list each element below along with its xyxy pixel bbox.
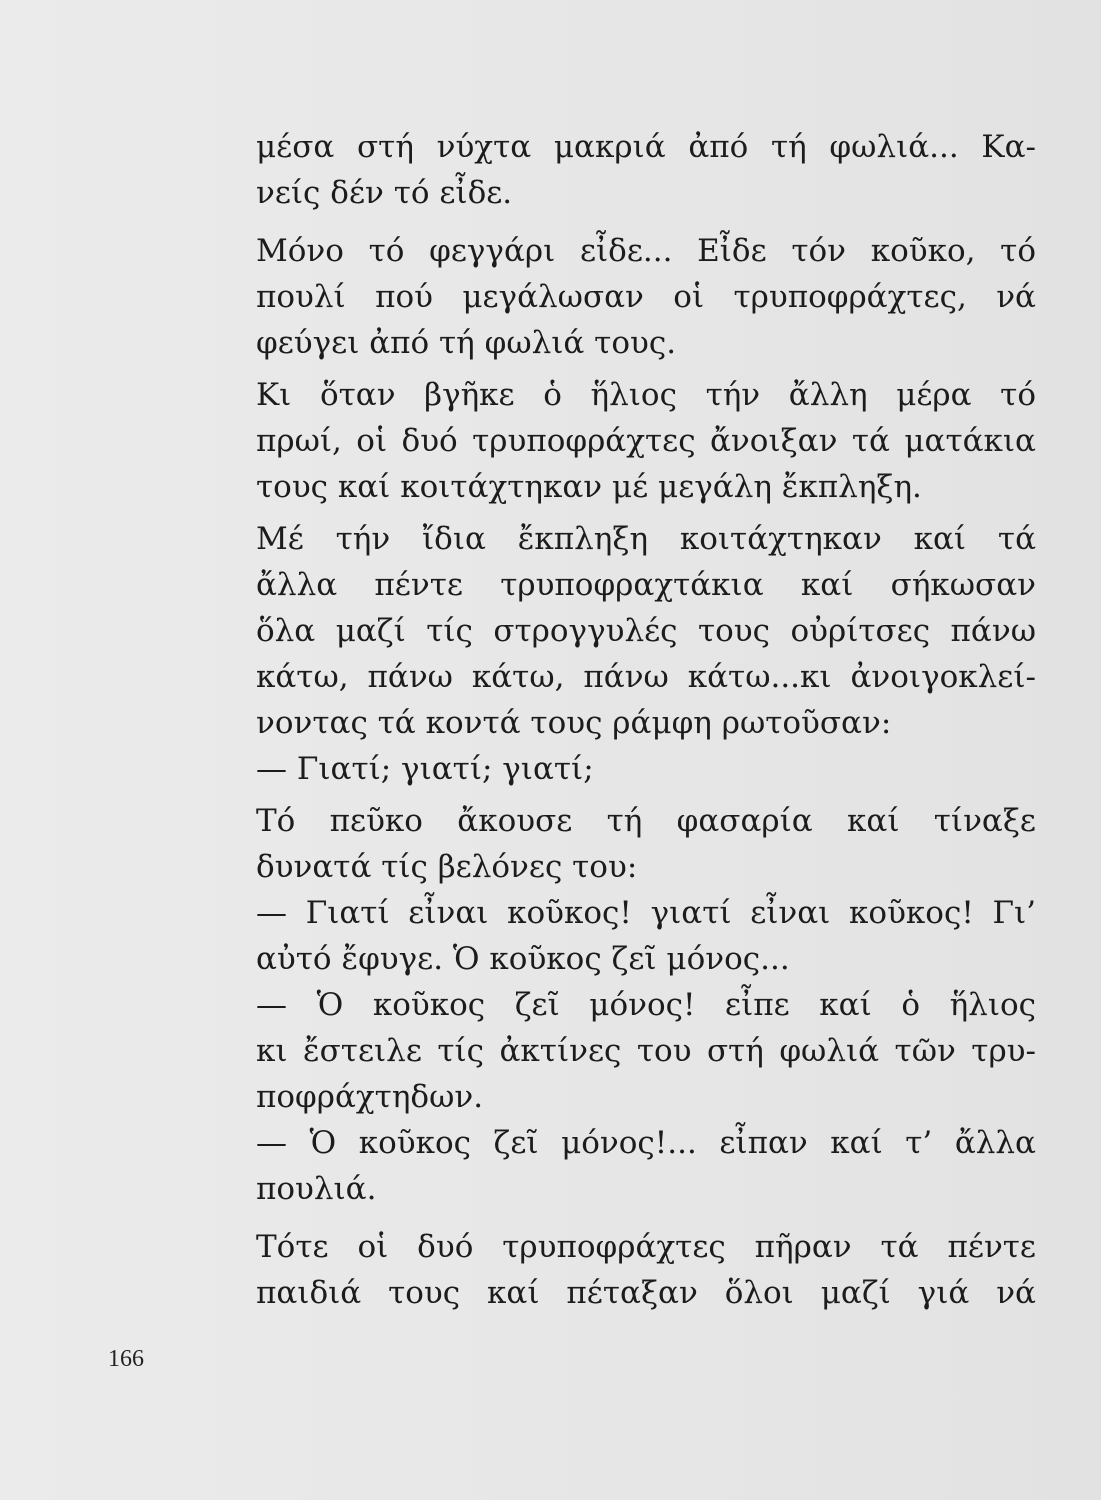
text-line: ποφράχτηδων. (256, 1079, 484, 1115)
text-line: μέσα στή νύχτα μακριά ἀπό τή φωλιά... Κα- (256, 129, 1036, 165)
text-line: πρωί, οἱ δυό τρυποφράχτες ἄνοιξαν τά ματάκια (256, 423, 1036, 459)
text-line: ἄλλα πέντε τρυποφραχτάκια καί σήκωσαν (256, 567, 1036, 603)
text-line: φεύγει ἀπό τή φωλιά τους. (256, 325, 677, 361)
text-line: ὅλα μαζί τίς στρογγυλές τους οὐρίτσες πάνω (256, 613, 1036, 649)
text-line: νοντας τά κοντά τους ράμφη ρωτοῦσαν: (256, 705, 892, 741)
dialogue-line: — Γιατί; γιατί; γιατί; (256, 751, 594, 787)
text-line: Κι ὅταν βγῆκε ὁ ἥλιος τήν ἄλλη μέρα τό (256, 377, 1036, 413)
text-line: Τό πεῦκο ἄκουσε τή φασαρία καί τίναξε (256, 803, 1036, 839)
page-number: 166 (108, 1346, 144, 1372)
text-line: τους καί κοιτάχτηκαν μέ μεγάλη ἔκπληξη. (256, 469, 922, 505)
text-line: παιδιά τους καί πέταξαν ὅλοι μαζί γιά νά (256, 1275, 1036, 1311)
text-line: Τότε οἱ δυό τρυποφράχτες πῆραν τά πέντε (256, 1229, 1036, 1265)
text-line: νείς δέν τό εἶδε. (256, 175, 513, 211)
dialogue-line: — Γιατί εἶναι κοῦκος! γιατί εἶναι κοῦκος! Γι’ (256, 895, 1036, 931)
text-line: κάτω, πάνω κάτω, πάνω κάτω...κι ἀνοιγοκλεί- (256, 659, 1036, 695)
text-line: αὐτό ἔφυγε. Ὁ κοῦκος ζεῖ μόνος... (256, 941, 790, 977)
dialogue-line: — Ὁ κοῦκος ζεῖ μόνος! εἶπε καί ὁ ἥλιος (256, 987, 1036, 1023)
text-line: κι ἔστειλε τίς ἀκτίνες του στή φωλιά τῶν τρυ- (256, 1033, 1036, 1069)
text-line: Μόνο τό φεγγάρι εἶδε... Εἶδε τόν κοῦκο, τό (256, 233, 1036, 269)
text-line: πουλί πού μεγάλωσαν οἱ τρυποφράχτες, νά (256, 279, 1036, 315)
text-line: πουλιά. (256, 1171, 377, 1207)
text-line: Μέ τήν ἴδια ἔκπληξη κοιτάχτηκαν καί τά (256, 521, 1036, 557)
dialogue-line: — Ὁ κοῦκος ζεῖ μόνος!... εἶπαν καί τ’ ἄλλα (256, 1125, 1036, 1161)
body-text (256, 124, 1036, 1316)
text-line: δυνατά τίς βελόνες του: (256, 849, 638, 885)
